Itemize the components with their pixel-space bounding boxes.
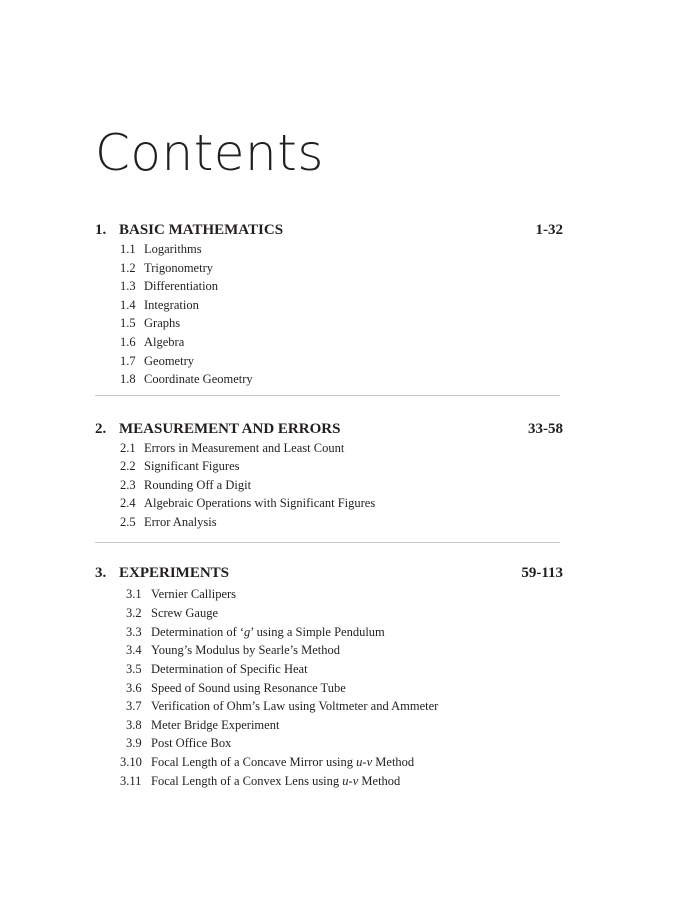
- chapter-number: 1.: [95, 222, 107, 238]
- section-number: 2.5: [120, 515, 136, 529]
- section-number: 1.3: [120, 279, 136, 293]
- section-title: Vernier Callipers: [151, 587, 237, 601]
- section-title: Integration: [144, 298, 199, 312]
- section-number: 1.2: [120, 261, 136, 275]
- section-title: Focal Length of a Convex Lens using u-v Method: [151, 774, 401, 788]
- chapter-number: 3.: [95, 565, 107, 581]
- section-title: Post Office Box: [151, 736, 232, 750]
- chapter-heading: [95, 419, 563, 439]
- section-number: 1.8: [120, 372, 136, 386]
- section-number: 3.10: [120, 755, 142, 769]
- page-title: Contents: [95, 124, 324, 182]
- chapter-page-range: 59-113: [521, 565, 563, 581]
- chapter-title: BASIC MATHEMATICS: [119, 222, 284, 238]
- section-number: 2.4: [120, 496, 136, 510]
- section-title: Focal Length of a Concave Mirror using u-v Method: [151, 755, 415, 769]
- chapter-title: EXPERIMENTS: [119, 565, 230, 581]
- section-title: Geometry: [144, 354, 194, 368]
- section-title: Speed of Sound using Resonance Tube: [151, 681, 346, 695]
- section-number: 3.1: [126, 587, 142, 601]
- section-title: Coordinate Geometry: [144, 372, 253, 386]
- section-number: 1.1: [120, 242, 136, 256]
- chapter-page-range: 1-32: [535, 222, 563, 238]
- section-title: Significant Figures: [144, 459, 240, 473]
- section-title: Determination of ‘g’ using a Simple Pendulum: [151, 625, 385, 639]
- section-number: 3.5: [126, 662, 142, 676]
- section-title: Meter Bridge Experiment: [151, 718, 280, 732]
- section-title: Logarithms: [144, 242, 202, 256]
- section-number: 3.7: [126, 699, 142, 713]
- section-number: 1.6: [120, 335, 136, 349]
- chapter-heading: [95, 563, 563, 583]
- chapter-title: MEASUREMENT AND ERRORS: [119, 421, 341, 437]
- section-title: Trigonometry: [144, 261, 213, 275]
- section-number: 3.3: [126, 625, 142, 639]
- section-title: Determination of Specific Heat: [151, 662, 308, 676]
- section-divider: [95, 542, 560, 543]
- section-number: 3.6: [126, 681, 142, 695]
- section-number: 2.1: [120, 441, 136, 455]
- section-title: Young’s Modulus by Searle’s Method: [151, 643, 341, 657]
- section-title: Verification of Ohm’s Law using Voltmeter and Ammeter: [151, 699, 439, 713]
- section-title: Screw Gauge: [151, 606, 218, 620]
- section-number: 3.2: [126, 606, 142, 620]
- section-number: 3.11: [120, 774, 142, 788]
- section-title: Error Analysis: [144, 515, 217, 529]
- section-title: Graphs: [144, 316, 181, 330]
- section-number: 3.8: [126, 718, 142, 732]
- section-title: Rounding Off a Digit: [144, 478, 252, 492]
- section-number: 2.3: [120, 478, 136, 492]
- section-title: Algebra: [144, 335, 185, 349]
- section-title: Algebraic Operations with Significant Figures: [144, 496, 376, 510]
- chapter-page-range: 33-58: [528, 421, 563, 437]
- section-number: 1.5: [120, 316, 136, 330]
- section-number: 1.7: [120, 354, 136, 368]
- section-number: 3.9: [126, 736, 142, 750]
- chapter-heading: [95, 220, 563, 240]
- section-title: Differentiation: [144, 279, 219, 293]
- section-title: Errors in Measurement and Least Count: [144, 441, 345, 455]
- chapter-number: 2.: [95, 421, 107, 437]
- section-divider: [95, 395, 560, 396]
- section-number: 2.2: [120, 459, 136, 473]
- section-number: 1.4: [120, 298, 136, 312]
- section-number: 3.4: [126, 643, 142, 657]
